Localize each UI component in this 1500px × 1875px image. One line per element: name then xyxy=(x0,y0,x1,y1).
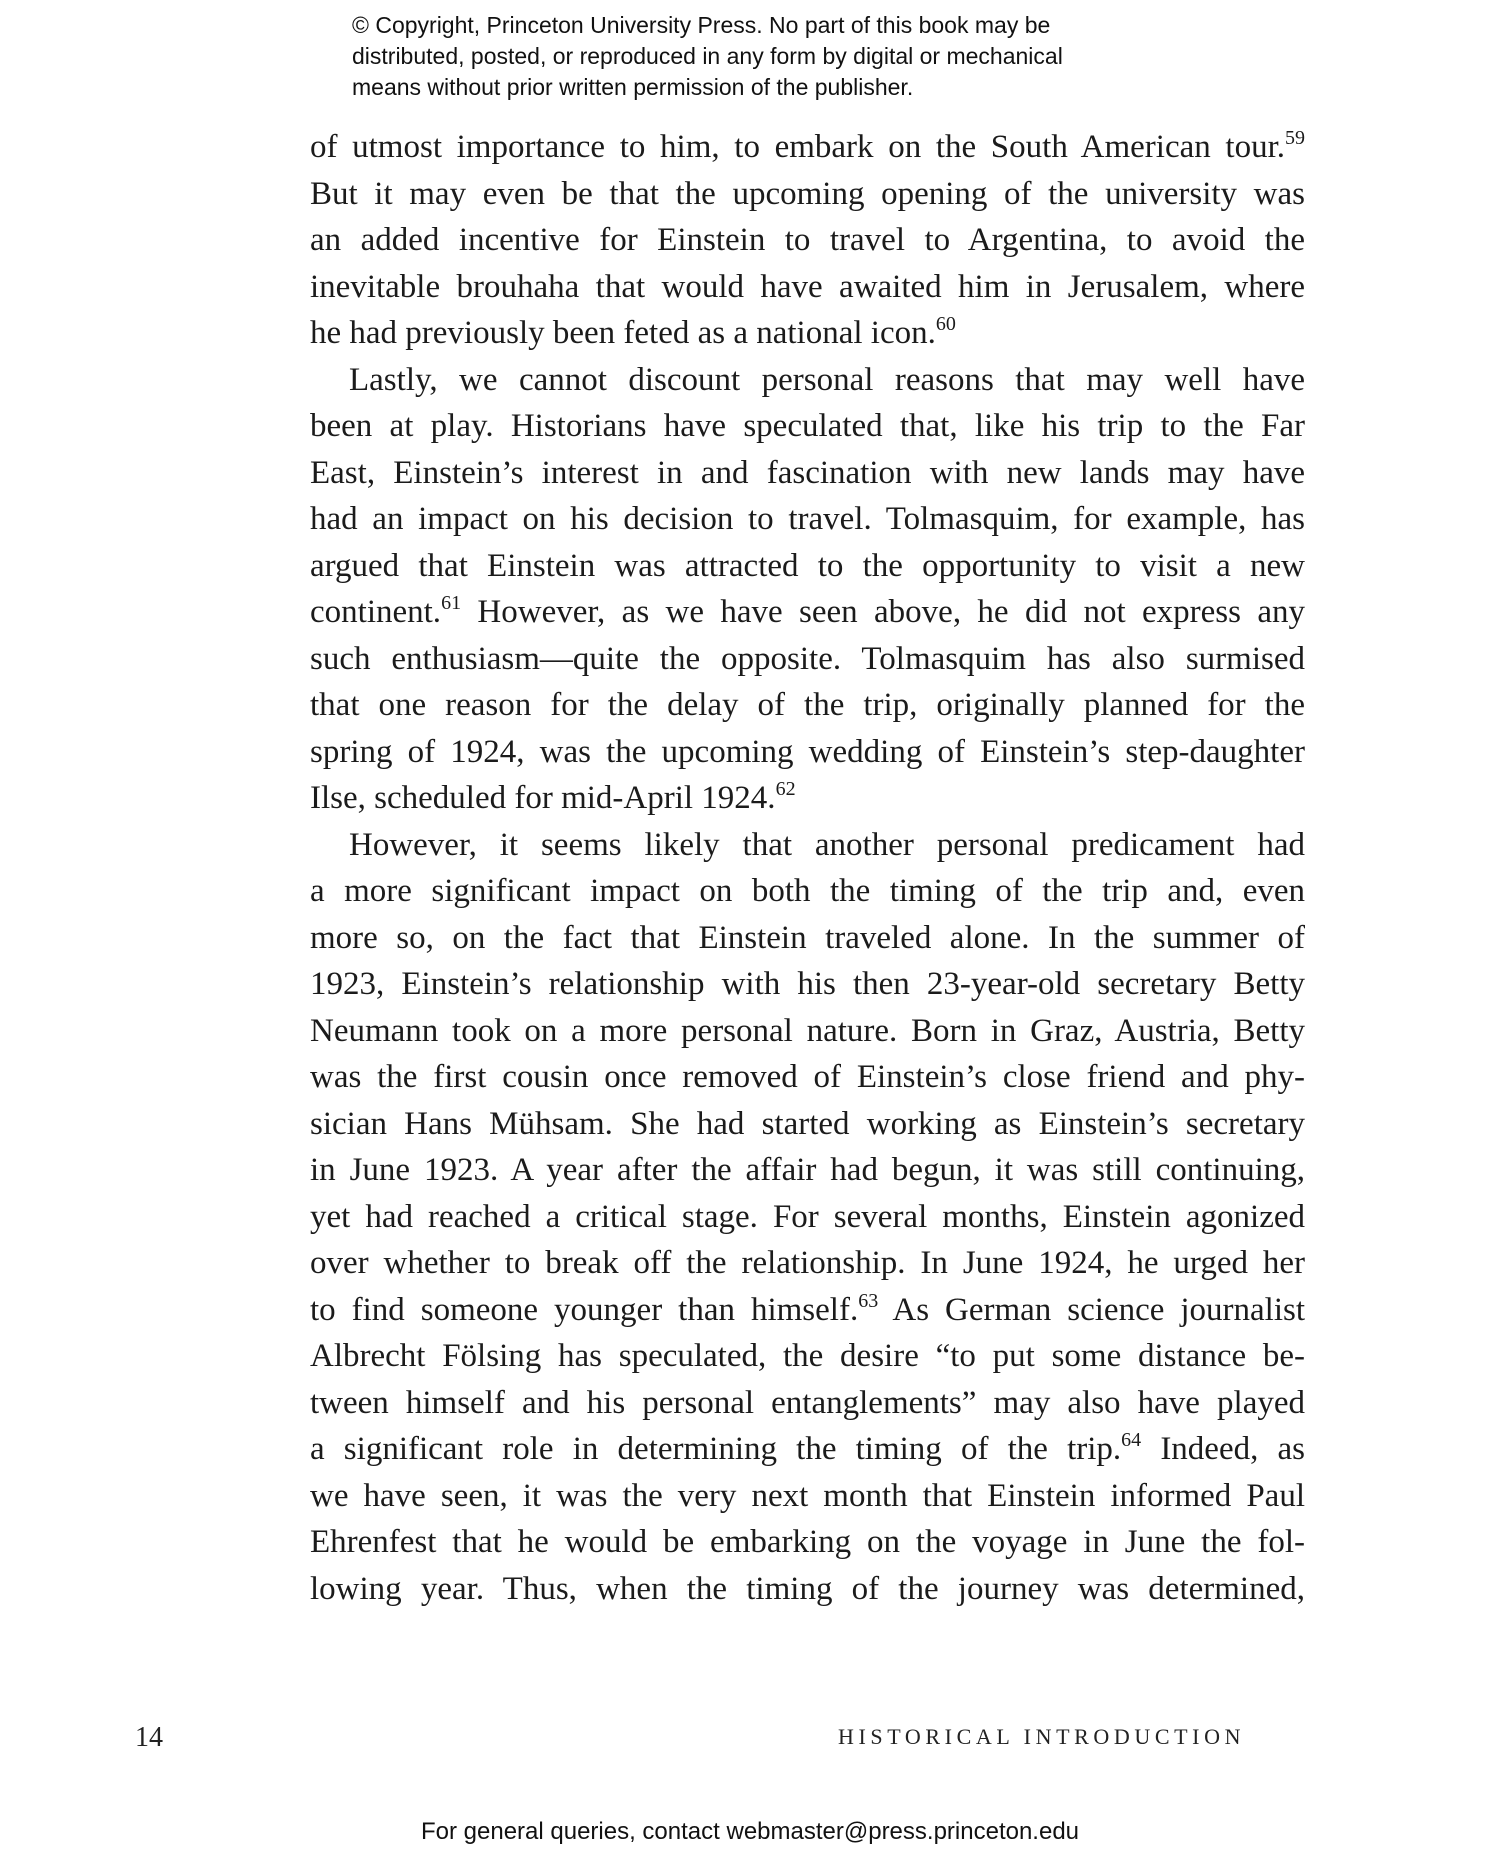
line-text: over whether to break off the relationship. In June 1924, he urged her xyxy=(310,1245,1305,1281)
text-line xyxy=(310,868,1305,914)
text-line xyxy=(310,1008,1305,1054)
copyright-line: means without prior written permission of the publisher. xyxy=(352,74,914,100)
line-text: Ilse, scheduled for mid-April 1924. xyxy=(310,780,776,816)
contact-footer: For general queries, contact webmaster@press.princeton.edu xyxy=(420,1818,1080,1845)
text-line xyxy=(310,682,1305,728)
line-text: tween himself and his personal entanglements” may also have played xyxy=(310,1384,1305,1421)
text-line xyxy=(310,1194,1305,1240)
text-line xyxy=(310,636,1305,682)
text-line xyxy=(310,1519,1305,1565)
line-text: in June 1923. A year after the affair had begun, it was still continuing, xyxy=(310,1152,1305,1188)
text-line xyxy=(310,1333,1305,1379)
footnote-reference: 64 xyxy=(1121,1429,1142,1451)
line-text-continued: Indeed, as xyxy=(1141,1431,1305,1467)
text-line xyxy=(310,1054,1305,1100)
line-text: an added incentive for Einstein to travel to Argentina, to avoid the xyxy=(310,222,1305,258)
footnote-reference: 60 xyxy=(935,313,956,335)
line-text-continued: However, as we have seen above, he did not express any xyxy=(461,594,1305,630)
text-line xyxy=(310,1287,1305,1333)
line-text: we have seen, it was the very next month that Einstein informed Paul xyxy=(310,1477,1305,1514)
line-text: East, Einstein’s interest in and fascination with new lands may have xyxy=(310,454,1305,491)
footnote-reference: 61 xyxy=(441,592,462,614)
text-line xyxy=(310,775,1305,821)
text-line xyxy=(310,264,1305,310)
text-line xyxy=(310,450,1305,496)
line-text: that one reason for the delay of the trip, originally planned for the xyxy=(310,687,1305,723)
text-line xyxy=(310,1101,1305,1147)
text-line xyxy=(310,1380,1305,1426)
line-text: been at play. Historians have speculated that, like his trip to the Far xyxy=(310,408,1305,444)
line-text: sician Hans Mühsam. She had started working as Einstein’s secretary xyxy=(310,1105,1305,1142)
line-text: Albrecht Fölsing has speculated, the desire “to put some distance be- xyxy=(310,1338,1305,1374)
text-line xyxy=(349,357,1305,403)
text-line xyxy=(310,589,1305,635)
line-text: But it may even be that the upcoming opening of the university was xyxy=(310,175,1305,212)
line-text: 1923, Einstein’s relationship with his then 23-year-old secretary Betty xyxy=(310,966,1305,1002)
text-line xyxy=(349,822,1305,868)
line-text: Ehrenfest that he would be embarking on the voyage in June the fol- xyxy=(310,1524,1305,1560)
line-text: to find someone younger than himself. xyxy=(310,1291,859,1328)
line-text: a significant role in determining the timing of the trip. xyxy=(310,1431,1122,1467)
text-line xyxy=(310,124,1305,170)
text-line xyxy=(310,310,1305,356)
line-text: Neumann took on a more personal nature. Born in Graz, Austria, Betty xyxy=(310,1012,1305,1049)
text-line xyxy=(310,915,1305,961)
line-text: such enthusiasm—quite the opposite. Tolmasquim has also surmised xyxy=(310,640,1305,677)
line-text: of utmost importance to him, to embark on the South American tour. xyxy=(310,129,1285,165)
text-line xyxy=(310,171,1305,217)
text-line xyxy=(310,729,1305,775)
text-line xyxy=(310,496,1305,542)
text-line xyxy=(310,961,1305,1007)
footnote-reference: 63 xyxy=(858,1289,879,1312)
line-text: Lastly, we cannot discount personal reasons that may well have xyxy=(349,361,1305,398)
line-text: had an impact on his decision to travel. Tolmasquim, for example, has xyxy=(310,501,1305,537)
line-text: However, it seems likely that another personal predicament had xyxy=(349,826,1305,863)
text-line xyxy=(310,1473,1305,1519)
text-line xyxy=(310,1426,1305,1472)
line-text: continent. xyxy=(310,594,442,630)
line-text: was the first cousin once removed of Einstein’s close friend and phy- xyxy=(310,1059,1305,1095)
text-line xyxy=(310,217,1305,263)
line-text: spring of 1924, was the upcoming wedding of Einstein’s step-daughter xyxy=(310,733,1305,770)
copyright-notice xyxy=(352,10,1252,103)
line-text: a more significant impact on both the timing of the trip and, even xyxy=(310,873,1305,909)
line-text: lowing year. Thus, when the timing of the journey was determined, xyxy=(310,1570,1305,1607)
text-line xyxy=(310,1240,1305,1286)
page-number: 14 xyxy=(135,1722,163,1753)
copyright-line: © Copyright, Princeton University Press. No part of this book may be xyxy=(352,12,1051,38)
line-text: he had previously been feted as a national icon. xyxy=(310,315,936,351)
text-line xyxy=(310,1566,1305,1612)
text-line xyxy=(310,403,1305,449)
text-line xyxy=(310,543,1305,589)
line-text: yet had reached a critical stage. For several months, Einstein agonized xyxy=(310,1198,1305,1235)
line-text: inevitable brouhaha that would have awaited him in Jerusalem, where xyxy=(310,268,1305,305)
line-text: more so, on the fact that Einstein traveled alone. In the summer of xyxy=(310,919,1305,956)
running-head: HISTORICAL INTRODUCTION xyxy=(838,1724,1246,1749)
text-line xyxy=(310,1147,1305,1193)
footnote-reference: 62 xyxy=(775,778,796,800)
copyright-line: distributed, posted, or reproduced in any form by digital or mechanical xyxy=(352,43,1063,69)
footnote-reference: 59 xyxy=(1285,127,1305,149)
line-text-continued: As German science journalist xyxy=(878,1291,1305,1328)
line-text: argued that Einstein was attracted to the opportunity to visit a new xyxy=(310,547,1305,584)
